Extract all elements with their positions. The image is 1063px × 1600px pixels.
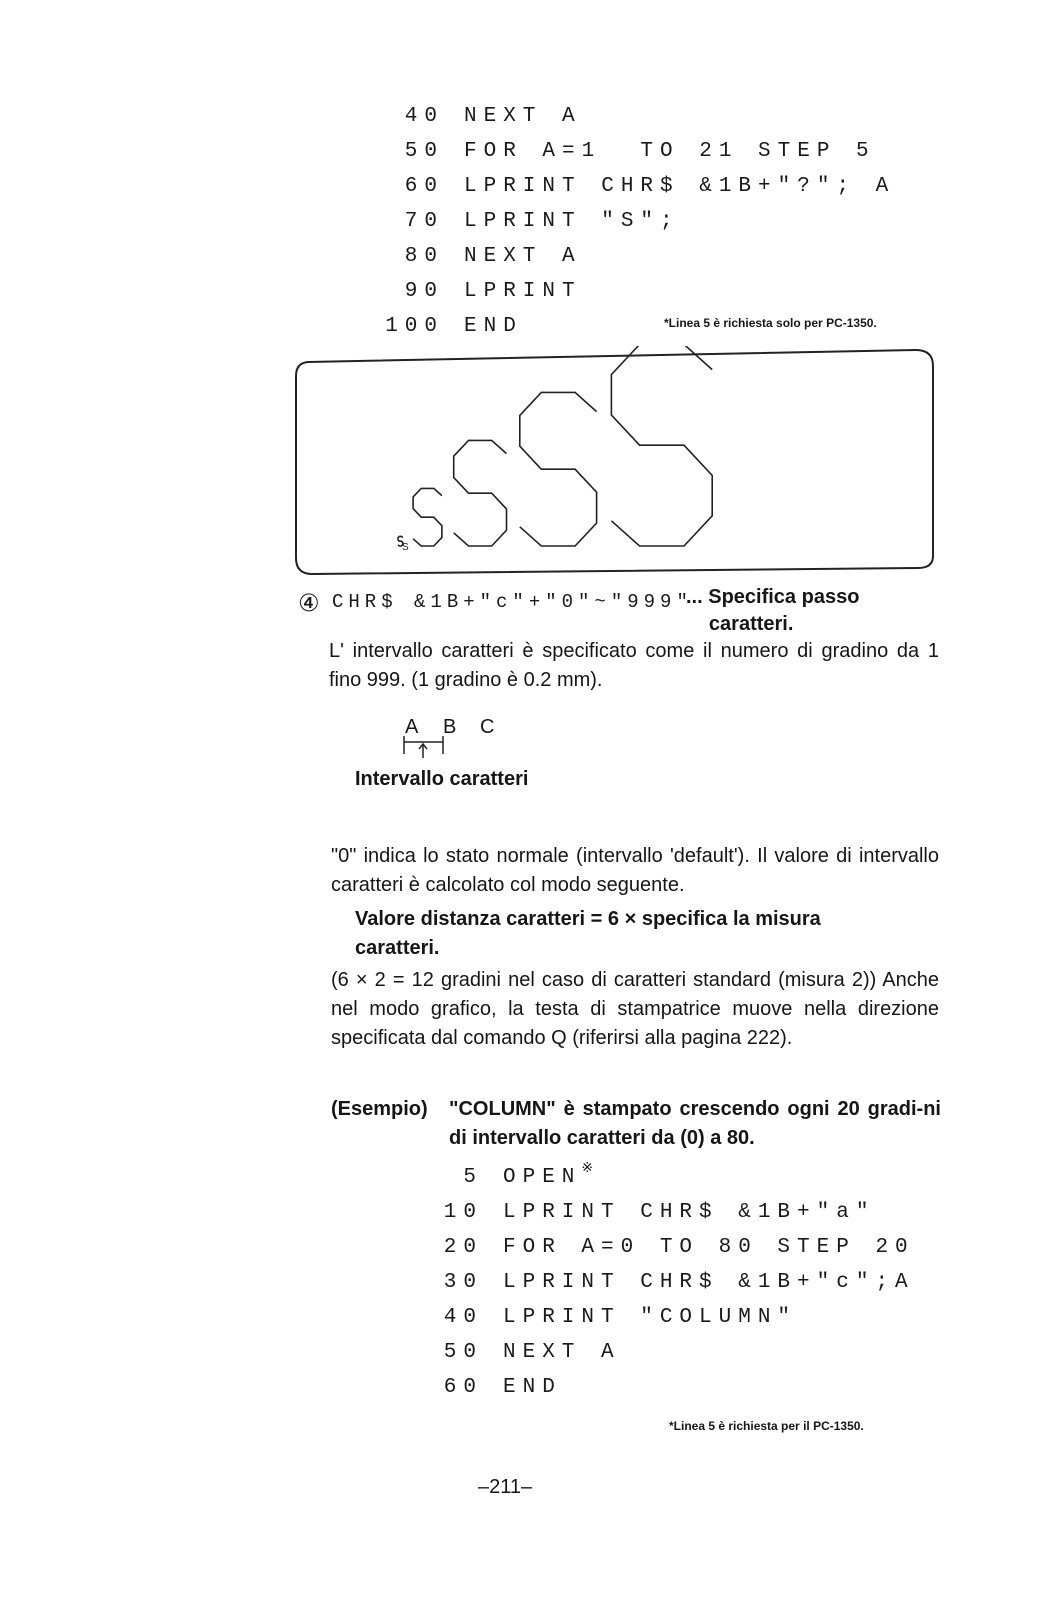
code-line: 20 FOR A=0 TO 80 STEP 20 xyxy=(443,1236,915,1259)
interval-marker xyxy=(398,716,468,766)
code-line: 90 LPRINT xyxy=(404,280,582,303)
spacing-figure xyxy=(398,716,598,766)
footnote-1: *Linea 5 è richiesta solo per PC-1350. xyxy=(664,316,877,330)
tiny-s-label: S xyxy=(402,542,409,553)
figure-letter-c: C xyxy=(480,716,495,738)
code-line: 100 END xyxy=(385,315,523,338)
code-line: 40 NEXT A xyxy=(404,105,582,128)
code-line: 40 LPRINT "COLUMN" xyxy=(443,1306,798,1329)
section-code: CHR$ &1B+"c"+"0"~"999" xyxy=(332,591,693,613)
paragraph-interval: L' intervallo caratteri è specificato come il numero di gradino da 1 fino 999. (1 gradino è 0.2 mm). xyxy=(329,640,939,691)
code-line: 80 NEXT A xyxy=(404,245,582,268)
section-description: ... Specifica passo caratteri. xyxy=(686,586,860,635)
asterism-mark: ※ xyxy=(581,1161,594,1177)
code-line: 60 LPRINT CHR$ &1B+"?"; A xyxy=(404,175,896,198)
figure-letter-a: A xyxy=(405,716,419,738)
code-line: 70 LPRINT "S"; xyxy=(404,210,680,233)
print-output-box xyxy=(288,346,938,576)
section-marker: ④ xyxy=(298,589,320,617)
code-line: 50 FOR A=1 TO 21 STEP 5 xyxy=(404,140,876,163)
figure-caption: Intervallo caratteri xyxy=(355,768,529,790)
s-glyph xyxy=(611,346,712,546)
s-glyphs xyxy=(398,346,712,546)
code-line: 10 LPRINT CHR$ &1B+"a" xyxy=(443,1201,876,1224)
code-line: 50 NEXT A xyxy=(443,1341,621,1364)
s-glyph xyxy=(454,440,507,546)
code-line: 5 OPEN※ xyxy=(463,1161,594,1189)
s-glyph xyxy=(413,488,442,546)
figure-letter-b: B xyxy=(443,716,457,738)
example-description: "COLUMN" è stampato crescendo ogni 20 gradi-ni di intervallo caratteri da (0) a 80. xyxy=(449,1098,941,1149)
example-label: (Esempio) xyxy=(331,1098,428,1120)
formula: Valore distanza caratteri = 6 × specifica la misura caratteri. xyxy=(355,908,821,959)
output-frame xyxy=(296,350,933,574)
code-line: 30 LPRINT CHR$ &1B+"c";A xyxy=(443,1271,915,1294)
paragraph-default: "0" indica lo stato normale (intervallo 'default'). Il valore di intervallo caratteri è calcolato col modo seguente. xyxy=(331,845,939,896)
footnote-2: *Linea 5 è richiesta per il PC-1350. xyxy=(669,1419,864,1433)
paragraph-graphic-mode: (6 × 2 = 12 gradini nel caso di caratteri standard (misura 2)) Anche nel modo grafico, la testa di stampatrice muove nella direzione specificata dal comando Q (riferirsi alla pagina 222). xyxy=(331,969,939,1049)
code-line: 60 END xyxy=(443,1376,562,1399)
page-number: –211– xyxy=(478,1476,533,1498)
s-glyph xyxy=(520,392,597,546)
